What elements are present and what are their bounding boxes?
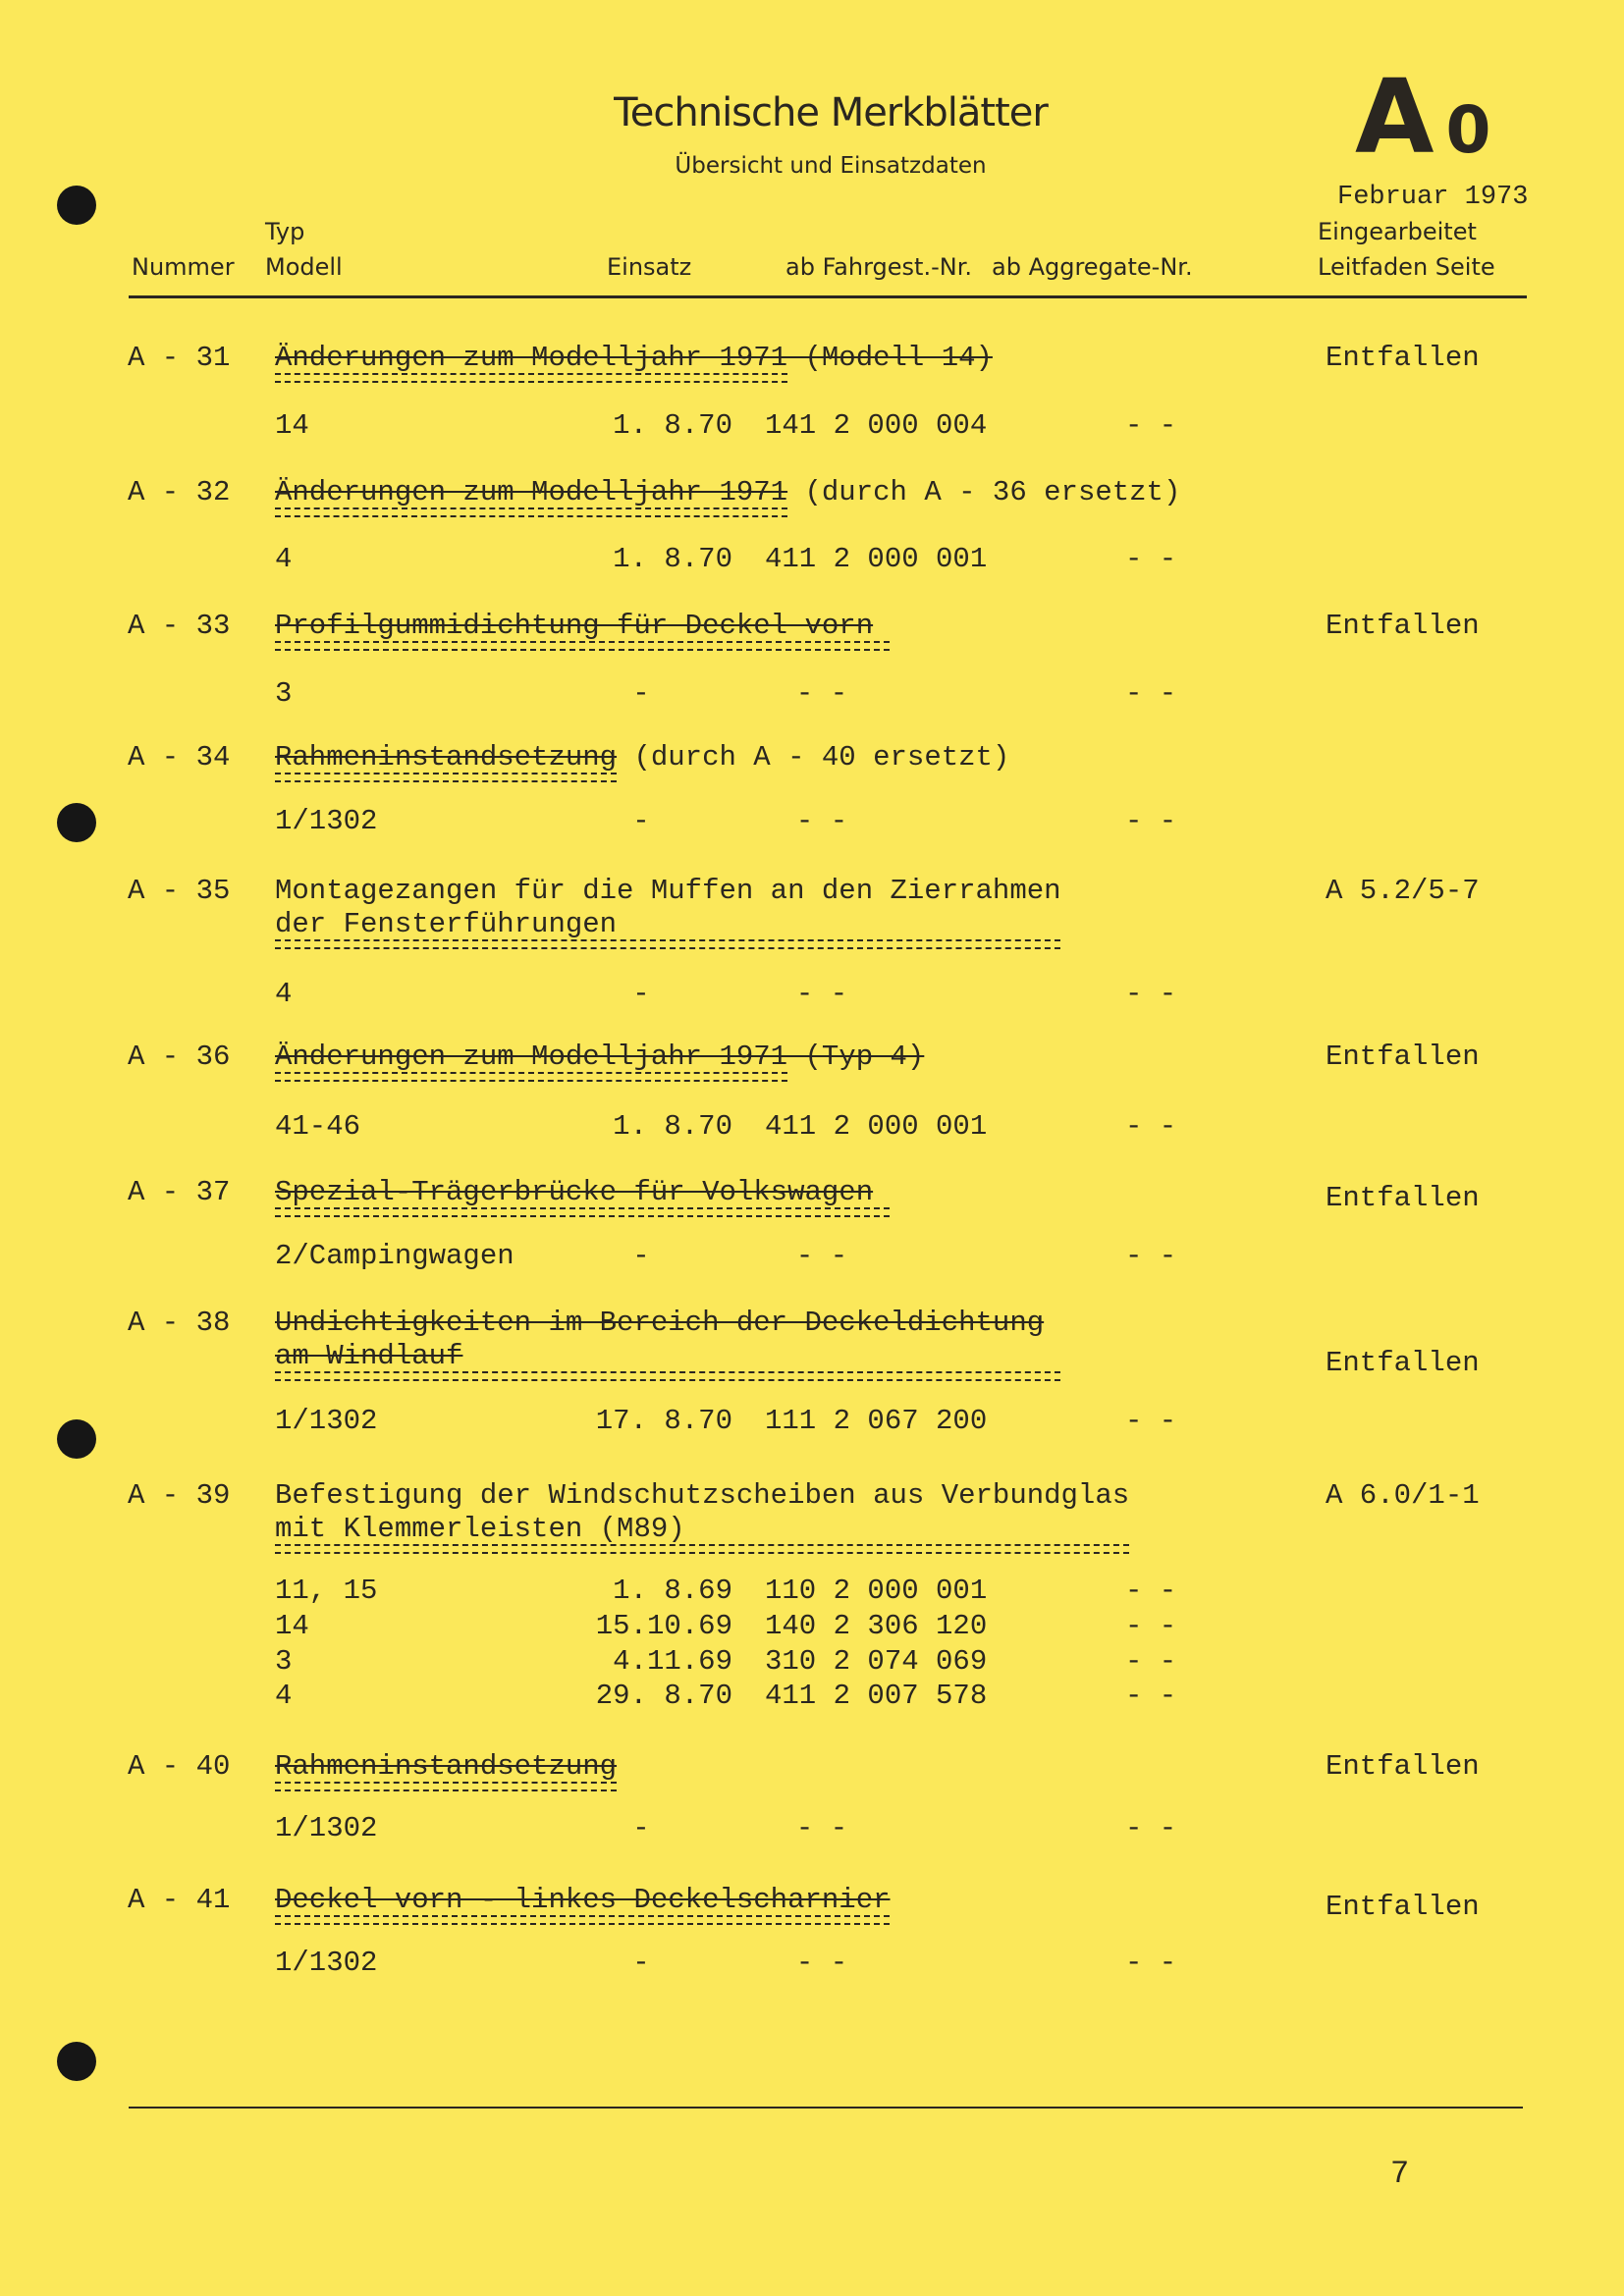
col-header-leitfaden: Leitfaden Seite — [1318, 253, 1495, 281]
page-subtitle: Übersicht und Einsatzdaten — [675, 153, 987, 179]
cell-aggregate: - - — [1125, 1947, 1177, 1979]
cell-aggregate: - - — [1125, 1405, 1177, 1437]
title-double-underline — [275, 1371, 1060, 1381]
entry-number: A - 39 — [128, 1479, 231, 1512]
cell-einsatz: 15.10.69 — [595, 1610, 732, 1642]
cell-fahrgest: - - — [795, 978, 848, 1010]
title-double-underline — [275, 641, 890, 651]
cell-einsatz: - — [632, 1812, 650, 1844]
title-note: (durch A - 40 ersetzt) — [617, 741, 1010, 774]
entry-title-line — [275, 1513, 685, 1546]
cell-typ: 3 — [275, 677, 293, 710]
cell-fahrgest: - - — [795, 1947, 848, 1979]
entry-number: A - 31 — [128, 342, 231, 374]
cell-fahrgest: - - — [795, 1812, 848, 1844]
entry-title-line — [275, 610, 873, 643]
cell-einsatz: 1. 8.70 — [613, 409, 732, 442]
cell-aggregate: - - — [1125, 409, 1177, 442]
cell-fahrgest: 140 2 306 120 — [765, 1610, 988, 1642]
entry-title-line — [275, 875, 1061, 908]
cell-einsatz: - — [632, 677, 650, 710]
cell-typ: 41-46 — [275, 1110, 361, 1143]
cell-typ: 3 — [275, 1645, 293, 1678]
struck-title: Undichtigkeiten im Bereich der Deckeldichtung — [275, 1307, 1045, 1339]
date-stamp: Februar 1973 — [1337, 183, 1529, 212]
cell-fahrgest: - - — [795, 677, 848, 710]
entry-number: A - 41 — [128, 1884, 231, 1916]
cell-aggregate: - - — [1125, 805, 1177, 837]
entry-title-line — [275, 342, 993, 375]
cell-typ: 1/1302 — [275, 805, 378, 837]
cell-einsatz: - — [632, 978, 650, 1010]
entry-title-line — [275, 1307, 1044, 1340]
col-header-einsatz: Einsatz — [607, 253, 692, 281]
struck-title: Rahmeninstandsetzung — [275, 741, 618, 774]
title-double-underline — [275, 1544, 1129, 1554]
entry-number: A - 40 — [128, 1750, 231, 1783]
cell-einsatz: 1. 8.70 — [613, 1110, 732, 1143]
cell-aggregate: - - — [1125, 1610, 1177, 1642]
title-note: der Fensterführungen — [275, 908, 618, 940]
cell-fahrgest: 111 2 067 200 — [765, 1405, 988, 1437]
struck-title: Spezial-Trägerbrücke für Volkswagen — [275, 1176, 874, 1208]
entry-title-line — [275, 476, 1180, 509]
leitfaden-ref: A 5.2/5-7 — [1326, 875, 1480, 907]
cell-fahrgest: 110 2 000 001 — [765, 1575, 988, 1607]
cell-aggregate: - - — [1125, 1240, 1177, 1272]
cell-aggregate: - - — [1125, 1812, 1177, 1844]
punch-hole — [57, 186, 96, 225]
title-double-underline — [275, 1782, 617, 1791]
entry-number: A - 38 — [128, 1307, 231, 1339]
cell-aggregate: - - — [1125, 1110, 1177, 1143]
entry-title-line — [275, 741, 1009, 774]
footer-rule — [129, 2107, 1523, 2109]
title-double-underline — [275, 1207, 890, 1217]
entry-title-line — [275, 1176, 873, 1209]
badge-letter: A — [1355, 57, 1433, 177]
entry-number: A - 37 — [128, 1176, 231, 1208]
cell-typ: 14 — [275, 409, 309, 442]
cell-typ: 11, 15 — [275, 1575, 378, 1607]
title-note: Befestigung der Windschutzscheiben aus Verbundglas — [275, 1479, 1130, 1512]
entry-title-line — [275, 1884, 891, 1917]
entry-number: A - 35 — [128, 875, 231, 907]
cell-aggregate: - - — [1125, 677, 1177, 710]
leitfaden-ref: Entfallen — [1326, 610, 1480, 642]
title-note: mit Klemmerleisten (M89) — [275, 1513, 685, 1545]
cell-typ: 1/1302 — [275, 1947, 378, 1979]
col-header-eingearbeitet: Eingearbeitet — [1318, 218, 1477, 245]
punch-hole — [57, 803, 96, 842]
header-rule — [129, 295, 1527, 298]
title-double-underline — [275, 1915, 890, 1925]
cell-einsatz: 29. 8.70 — [595, 1680, 732, 1712]
col-header-aggregate: ab Aggregate-Nr. — [992, 253, 1193, 281]
title-note: (durch A - 36 ersetzt) — [787, 476, 1181, 508]
struck-title: Deckel vorn - linkes Deckelscharnier — [275, 1884, 891, 1916]
cell-typ: 1/1302 — [275, 1812, 378, 1844]
entry-number: A - 36 — [128, 1041, 231, 1073]
col-header-typ: Typ — [265, 218, 305, 245]
entry-title-line — [275, 1479, 1129, 1513]
page-number: 7 — [1390, 2156, 1410, 2192]
title-double-underline — [275, 373, 787, 383]
cell-aggregate: - - — [1125, 543, 1177, 575]
leitfaden-ref: Entfallen — [1326, 1347, 1480, 1379]
entry-title-line — [275, 1750, 617, 1784]
cell-einsatz: - — [632, 1947, 650, 1979]
cell-einsatz: 1. 8.70 — [613, 543, 732, 575]
title-double-underline — [275, 507, 787, 517]
cell-typ: 2/Campingwagen — [275, 1240, 514, 1272]
cell-typ: 4 — [275, 1680, 293, 1712]
entry-number: A - 32 — [128, 476, 231, 508]
punch-hole — [57, 2042, 96, 2081]
cell-einsatz: - — [632, 805, 650, 837]
entry-title-line — [275, 1340, 462, 1373]
title-note: Montagezangen für die Muffen an den Zierrahmen — [275, 875, 1061, 907]
cell-einsatz: 17. 8.70 — [595, 1405, 732, 1437]
leitfaden-ref: Entfallen — [1326, 1041, 1480, 1073]
entry-title-line — [275, 908, 617, 941]
struck-title: Änderungen zum Modelljahr 1971 (Modell 14) — [275, 342, 993, 374]
cell-einsatz: 4.11.69 — [613, 1645, 732, 1678]
cell-fahrgest: 411 2 007 578 — [765, 1680, 988, 1712]
punch-hole — [57, 1419, 96, 1459]
title-double-underline — [275, 773, 617, 782]
cell-fahrgest: 411 2 000 001 — [765, 543, 988, 575]
struck-title: Änderungen zum Modelljahr 1971 (Typ 4) — [275, 1041, 925, 1073]
leitfaden-ref: Entfallen — [1326, 342, 1480, 374]
cell-aggregate: - - — [1125, 978, 1177, 1010]
entry-title-line — [275, 1041, 924, 1074]
entry-number: A - 33 — [128, 610, 231, 642]
col-header-nummer: Nummer — [132, 253, 235, 281]
cell-fahrgest: - - — [795, 805, 848, 837]
leitfaden-ref: Entfallen — [1326, 1891, 1480, 1923]
leitfaden-ref: Entfallen — [1326, 1182, 1480, 1214]
cell-typ: 4 — [275, 543, 293, 575]
cell-einsatz: 1. 8.69 — [613, 1575, 732, 1607]
cell-aggregate: - - — [1125, 1645, 1177, 1678]
cell-einsatz: - — [632, 1240, 650, 1272]
struck-title: am Windlauf — [275, 1340, 463, 1372]
title-double-underline — [275, 939, 1060, 949]
badge-number: 0 — [1445, 92, 1489, 168]
cell-fahrgest: 310 2 074 069 — [765, 1645, 988, 1678]
cell-fahrgest: 411 2 000 001 — [765, 1110, 988, 1143]
cell-aggregate: - - — [1125, 1575, 1177, 1607]
cell-fahrgest: 141 2 000 004 — [765, 409, 988, 442]
cell-typ: 14 — [275, 1610, 309, 1642]
col-header-modell: Modell — [265, 253, 343, 281]
section-badge — [1355, 57, 1489, 177]
title-double-underline — [275, 1072, 787, 1082]
page-title: Technische Merkblätter — [614, 90, 1048, 135]
cell-aggregate: - - — [1125, 1680, 1177, 1712]
leitfaden-ref: Entfallen — [1326, 1750, 1480, 1783]
cell-typ: 1/1302 — [275, 1405, 378, 1437]
cell-fahrgest: - - — [795, 1240, 848, 1272]
col-header-fahrgest: ab Fahrgest.-Nr. — [785, 253, 972, 281]
struck-title: Rahmeninstandsetzung — [275, 1750, 618, 1783]
leitfaden-ref: A 6.0/1-1 — [1326, 1479, 1480, 1512]
entry-number: A - 34 — [128, 741, 231, 774]
struck-title: Profilgummidichtung für Deckel vorn — [275, 610, 874, 642]
struck-title: Änderungen zum Modelljahr 1971 — [275, 476, 788, 508]
cell-typ: 4 — [275, 978, 293, 1010]
